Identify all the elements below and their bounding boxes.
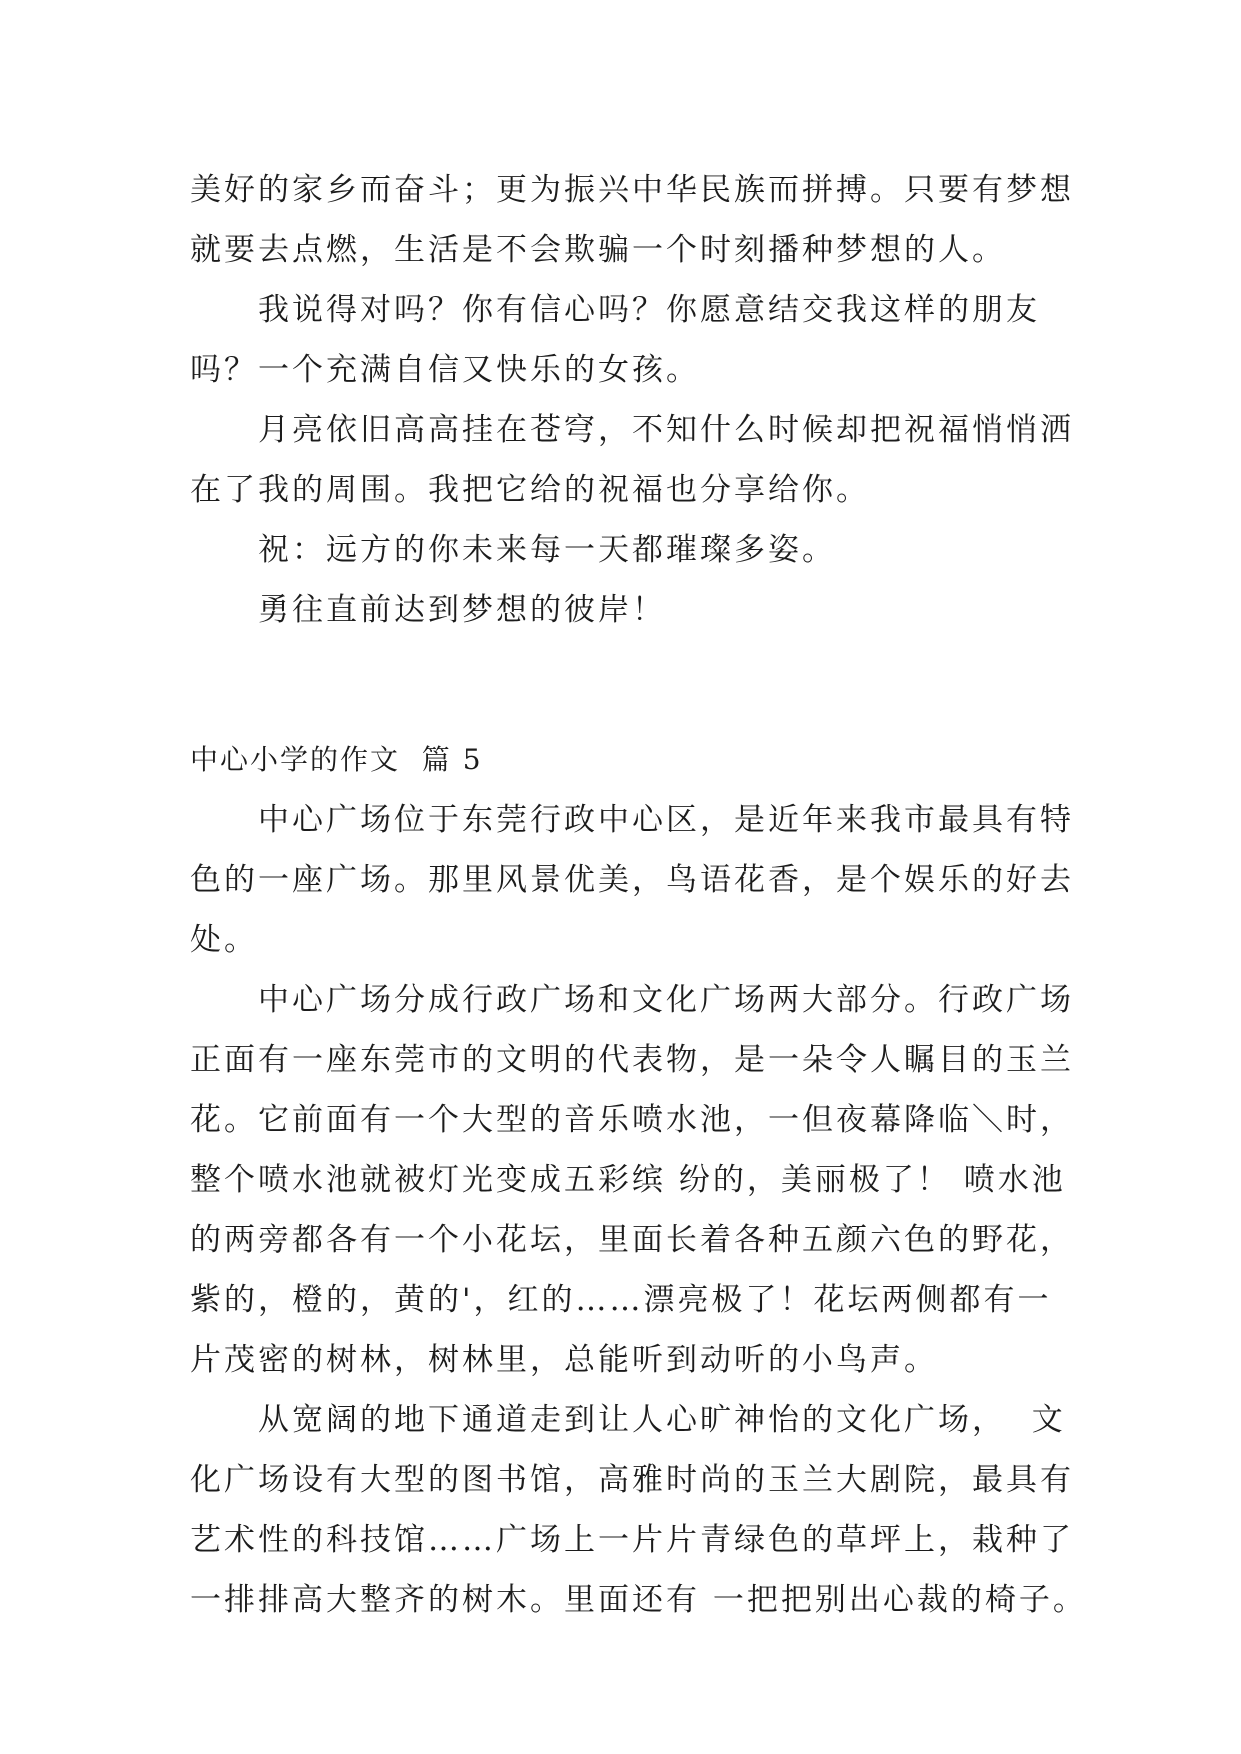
paragraph-line: 美好的家乡而奋斗；更为振兴中华民族而拼搏。只要有梦想 (190, 172, 1074, 208)
paragraph-line: 我说得对吗？你有信心吗？你愿意结交我这样的朋友 (258, 292, 1040, 328)
section-heading: 中心小学的作文 篇 5 (190, 743, 483, 776)
paragraph-line: 整个喷水池就被灯光变成五彩缤 纷的，美丽极了！ 喷水池 (190, 1162, 1066, 1198)
document-text (190, 160, 1087, 1630)
paragraph-line: 从宽阔的地下通道走到让人心旷神怡的文化广场， 文 (258, 1402, 1066, 1438)
paragraph-line: 月亮依旧高高挂在苍穹，不知什么时候却把祝福悄悄洒 (258, 412, 1074, 448)
paragraph-line: 片茂密的树林，树林里，总能听到动听的小鸟声。 (190, 1342, 938, 1378)
paragraph-line: 处。 (190, 922, 258, 958)
paragraph-line: 祝：远方的你未来每一天都璀璨多姿。 (258, 532, 836, 568)
paragraph-line: 就要去点燃，生活是不会欺骗一个时刻播种梦想的人。 (190, 232, 1006, 268)
section-spacer (190, 640, 1070, 730)
paragraph-line: 的两旁都各有一个小花坛，里面长着各种五颜六色的野花， (190, 1222, 1074, 1258)
paragraph-line: 色的一座广场。那里风景优美，鸟语花香，是个娱乐的好去 (190, 862, 1074, 898)
paragraph-line: 勇往直前达到梦想的彼岸！ (258, 592, 666, 628)
paragraph-line: 艺术性的科技馆……广场上一片片青绿色的草坪上，栽种了 (190, 1522, 1074, 1558)
paragraph-line: 吗？一个充满自信又快乐的女孩。 (190, 352, 700, 388)
paragraph-line: 正面有一座东莞市的文明的代表物，是一朵令人瞩目的玉兰 (190, 1042, 1074, 1078)
paragraph-line: 花。它前面有一个大型的音乐喷水池，一但夜幕降临＼时， (190, 1102, 1074, 1138)
paragraph-line: 在了我的周围。我把它给的祝福也分享给你。 (190, 472, 870, 508)
paragraph-line: 化广场设有大型的图书馆，高雅时尚的玉兰大剧院，最具有 (190, 1462, 1074, 1498)
paragraph-line: 紫的，橙的，黄的'，红的……漂亮极了！花坛两侧都有一 (190, 1282, 1052, 1318)
paragraph-line: 一排排高大整齐的树木。里面还有 一把把别出心裁的椅子。 (190, 1582, 1087, 1618)
paragraph-line: 中心广场分成行政广场和文化广场两大部分。行政广场 (258, 982, 1074, 1018)
paragraph-line: 中心广场位于东莞行政中心区，是近年来我市最具有特 (258, 802, 1074, 838)
